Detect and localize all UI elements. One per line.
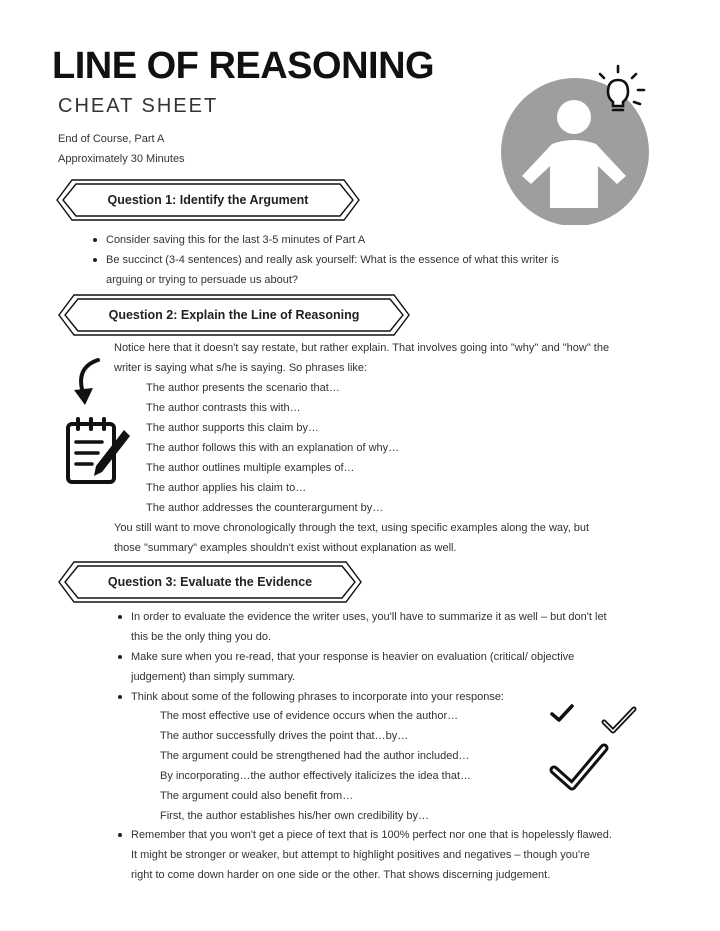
curved-arrow-icon bbox=[64, 356, 106, 408]
phrase-line: The author applies his claim to… bbox=[146, 482, 307, 494]
bullet-dot bbox=[118, 615, 122, 619]
phrase-line: The most effective use of evidence occurs when the author… bbox=[160, 710, 459, 722]
list-item-continuation: arguing or trying to persuade us about? bbox=[106, 274, 299, 286]
checkmarks-icon bbox=[546, 700, 646, 800]
phrase-line: The author follows this with an explanation of why… bbox=[146, 442, 400, 454]
bullet-dot bbox=[93, 258, 97, 262]
list-item-continuation: judgement) than simply summary. bbox=[131, 671, 296, 683]
duration-info: Approximately 30 Minutes bbox=[58, 153, 185, 165]
list-item: Make sure when you re-read, that your response is heavier on evaluation (critical/ objective bbox=[131, 647, 574, 667]
list-item-continuation: It might be stronger or weaker, but attempt to highlight positives and negatives – though you're bbox=[131, 849, 590, 861]
phrase-line: By incorporating…the author effectively italicizes the idea that… bbox=[160, 770, 472, 782]
phrase-line: The author outlines multiple examples of… bbox=[146, 462, 355, 474]
paragraph-line: writer is saying what s/he is saying. So phrases like: bbox=[114, 362, 368, 374]
notepad-pen-icon bbox=[62, 416, 134, 488]
paragraph-line: Notice here that it doesn't say restate, but rather explain. That involves going into "why" and "how" the bbox=[114, 342, 610, 354]
bullet-dot bbox=[118, 833, 122, 837]
question-1-heading-box bbox=[56, 179, 360, 221]
phrase-line: First, the author establishes his/her own credibility by… bbox=[160, 810, 430, 822]
page-subtitle: CHEAT SHEET bbox=[58, 95, 219, 117]
phrase-line: The author supports this claim by… bbox=[146, 422, 320, 434]
paragraph-line: those "summary" examples shouldn't exist without explanation as well. bbox=[114, 542, 457, 554]
course-info: End of Course, Part A bbox=[58, 133, 165, 145]
question-1-heading: Question 1: Identify the Argument bbox=[107, 193, 309, 207]
bullet-dot bbox=[118, 655, 122, 659]
list-item-continuation: this be the only thing you do. bbox=[131, 631, 272, 643]
phrase-line: The author presents the scenario that… bbox=[146, 382, 340, 394]
bullet-dot bbox=[93, 238, 97, 242]
question-2-heading: Question 2: Explain the Line of Reasoning bbox=[108, 308, 360, 322]
phrase-line: The author addresses the counterargument by… bbox=[146, 502, 384, 514]
question-3-heading: Question 3: Evaluate the Evidence bbox=[107, 575, 313, 589]
phrase-line: The argument could be strengthened had the author included… bbox=[160, 750, 470, 762]
list-item: Think about some of the following phrases to incorporate into your response: bbox=[131, 687, 504, 707]
bullet-dot bbox=[118, 695, 122, 699]
list-item-continuation: right to come down harder on one side or the other. That shows discerning judgement. bbox=[131, 869, 551, 881]
page-title: LINE OF REASONING bbox=[52, 45, 435, 87]
list-item: Be succinct (3-4 sentences) and really ask yourself: What is the essence of what this writer is bbox=[106, 250, 559, 270]
phrase-line: The author successfully drives the point that…by… bbox=[160, 730, 409, 742]
paragraph-line: You still want to move chronologically through the text, using specific examples along the way, but bbox=[114, 522, 590, 534]
list-item: Remember that you won't get a piece of text that is 100% perfect nor one that is hopelessly flawed. bbox=[131, 825, 612, 845]
phrase-line: The author contrasts this with… bbox=[146, 402, 301, 414]
person-idea-icon bbox=[498, 60, 658, 225]
question-3-heading-box bbox=[58, 561, 362, 603]
question-2-heading-box bbox=[58, 294, 410, 336]
list-item: In order to evaluate the evidence the writer uses, you'll have to summarize it as well – but don't let bbox=[131, 607, 607, 627]
phrase-line: The argument could also benefit from… bbox=[160, 790, 354, 802]
list-item: Consider saving this for the last 3-5 minutes of Part A bbox=[106, 230, 365, 250]
